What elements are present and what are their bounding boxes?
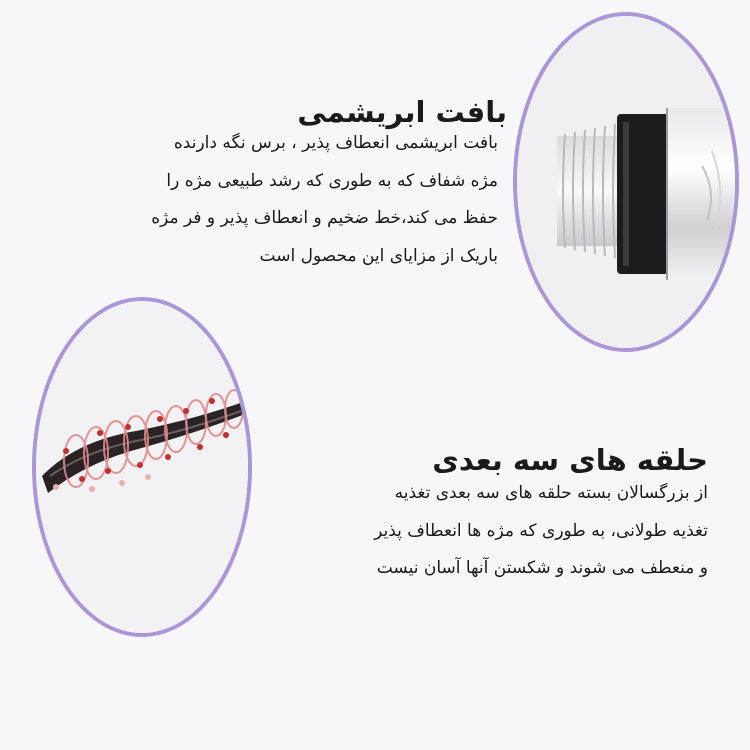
section2-title: حلقه های سه بعدی bbox=[432, 443, 708, 478]
section1-title: بافت ابریشمی bbox=[297, 95, 507, 130]
section1-line: باریک از مزایای این محصول است bbox=[259, 245, 498, 266]
eyelash-rings-image bbox=[32, 297, 252, 637]
section1-description bbox=[58, 125, 498, 275]
coated-eyelash-icon bbox=[36, 301, 252, 637]
section2-line: از بزرگسالان بسته حلقه های سه بعدی تغذیه bbox=[394, 483, 708, 503]
section1-line: مژه شفاف که به طوری که رشد طبیعی مژه را bbox=[166, 170, 498, 191]
section1-line: حفظ می کند،خط ضخیم و انعطاف پذیر و فر مژه bbox=[151, 208, 498, 228]
section2-line: تغذیه طولانی، به طوری که مژه ها انعطاف پذیر bbox=[374, 520, 708, 541]
mascara-cap-image bbox=[513, 12, 739, 352]
section2-description bbox=[248, 475, 708, 588]
section2-line: و منعطف می شوند و شکستن آنها آسان نیست bbox=[376, 558, 708, 578]
mascara-brush-cap-icon bbox=[517, 16, 739, 352]
section1-line: بافت ابریشمی انعطاف پذیر ، برس نگه دارنده bbox=[173, 133, 498, 153]
